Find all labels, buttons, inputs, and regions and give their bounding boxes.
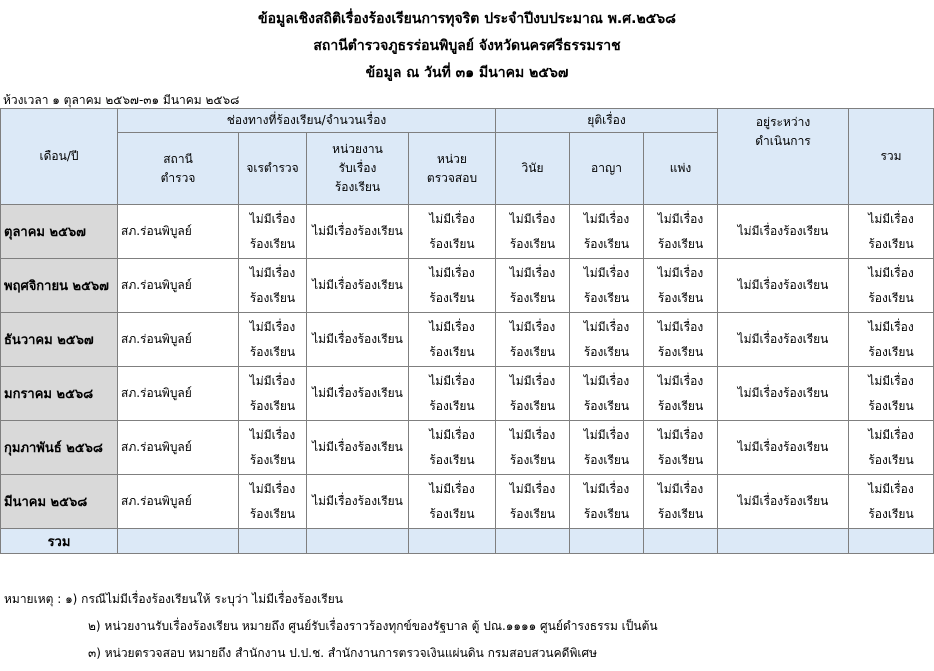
no-complaint-cell: ไม่มีเรื่องร้องเรียน [307, 367, 409, 421]
no-complaint-cell: ไม่มีเรื่อง ร้องเรียน [570, 367, 644, 421]
no-complaint-cell: ไม่มีเรื่อง ร้องเรียน [570, 475, 644, 529]
no-complaint-cell: ไม่มีเรื่อง ร้องเรียน [849, 259, 934, 313]
footer-cell [496, 529, 570, 554]
no-complaint-cell: ไม่มีเรื่องร้องเรียน [307, 259, 409, 313]
report-period: ห้วงเวลา ๑ ตุลาคม ๒๕๖๗-๓๑ มีนาคม ๒๕๖๘ [3, 93, 240, 107]
no-complaint-cell: ไม่มีเรื่อง ร้องเรียน [409, 205, 496, 259]
no-complaint-cell: ไม่มีเรื่อง ร้องเรียน [409, 367, 496, 421]
table-row [1, 259, 934, 313]
footer-cell [718, 529, 849, 554]
header-civil: แพ่ง [644, 133, 718, 205]
header-station: สถานี ตำรวจ [118, 133, 239, 205]
no-complaint-cell: ไม่มีเรื่องร้องเรียน [307, 475, 409, 529]
no-complaint-cell: ไม่มีเรื่อง ร้องเรียน [409, 421, 496, 475]
footer-cell [644, 529, 718, 554]
no-complaint-cell: ไม่มีเรื่อง ร้องเรียน [570, 313, 644, 367]
month-cell: มีนาคม ๒๕๖๘ [1, 475, 118, 529]
footer-cell [118, 529, 239, 554]
footer-cell [409, 529, 496, 554]
month-cell: กุมภาพันธ์ ๒๕๖๘ [1, 421, 118, 475]
no-complaint-cell: ไม่มีเรื่อง ร้องเรียน [849, 367, 934, 421]
table-row [1, 367, 934, 421]
report-station: สถานีตำรวจภูธรร่อนพิบูลย์ จังหวัดนครศรีธรรมราช [313, 38, 621, 54]
station-cell: สภ.ร่อนพิบูลย์ [118, 475, 239, 529]
no-complaint-cell: ไม่มีเรื่อง ร้องเรียน [849, 313, 934, 367]
no-complaint-cell: ไม่มีเรื่อง ร้องเรียน [644, 421, 718, 475]
header-jare: จเรตำรวจ [239, 133, 307, 205]
no-complaint-cell: ไม่มีเรื่องร้องเรียน [307, 205, 409, 259]
no-complaint-cell: ไม่มีเรื่อง ร้องเรียน [496, 259, 570, 313]
no-complaint-cell: ไม่มีเรื่อง ร้องเรียน [570, 259, 644, 313]
header-audit-agency: หน่วย ตรวจสอบ [409, 133, 496, 205]
table-row [1, 205, 934, 259]
station-cell: สภ.ร่อนพิบูลย์ [118, 259, 239, 313]
month-cell: ตุลาคม ๒๕๖๗ [1, 205, 118, 259]
report-titles [0, 6, 934, 87]
no-complaint-cell: ไม่มีเรื่องร้องเรียน [307, 421, 409, 475]
note-1: หมายเหตุ : ๑) กรณีไม่มีเรื่องร้องเรียนให้ ระบุว่า ไม่มีเรื่องร้องเรียน [4, 592, 343, 606]
header-discipline: วินัย [496, 133, 570, 205]
no-complaint-cell: ไม่มีเรื่อง ร้องเรียน [496, 475, 570, 529]
header-receiving-agency: หน่วยงาน รับเรื่อง ร้องเรียน [307, 133, 409, 205]
station-cell: สภ.ร่อนพิบูลย์ [118, 421, 239, 475]
no-complaint-cell: ไม่มีเรื่อง ร้องเรียน [644, 475, 718, 529]
header-concluded: ยุติเรื่อง [496, 109, 718, 133]
table-body [1, 205, 934, 529]
no-complaint-cell: ไม่มีเรื่อง ร้องเรียน [644, 205, 718, 259]
no-complaint-cell: ไม่มีเรื่อง ร้องเรียน [496, 313, 570, 367]
footer-total-label: รวม [1, 529, 118, 554]
no-complaint-cell: ไม่มีเรื่อง ร้องเรียน [409, 475, 496, 529]
no-complaint-cell: ไม่มีเรื่องร้องเรียน [718, 475, 849, 529]
header-channels: ช่องทางที่ร้องเรียน/จำนวนเรื่อง [118, 109, 496, 133]
table-row [1, 313, 934, 367]
no-complaint-cell: ไม่มีเรื่องร้องเรียน [718, 421, 849, 475]
station-cell: สภ.ร่อนพิบูลย์ [118, 205, 239, 259]
footer-cell [307, 529, 409, 554]
no-complaint-cell: ไม่มีเรื่อง ร้องเรียน [239, 367, 307, 421]
no-complaint-cell: ไม่มีเรื่องร้องเรียน [718, 205, 849, 259]
no-complaint-cell: ไม่มีเรื่อง ร้องเรียน [409, 313, 496, 367]
complaint-statistics-table [0, 108, 934, 554]
footer-cell [570, 529, 644, 554]
no-complaint-cell: ไม่มีเรื่อง ร้องเรียน [239, 313, 307, 367]
no-complaint-cell: ไม่มีเรื่อง ร้องเรียน [239, 421, 307, 475]
no-complaint-cell: ไม่มีเรื่อง ร้องเรียน [409, 259, 496, 313]
header-pending: อยู่ระหว่าง ดำเนินการ [718, 109, 849, 205]
station-cell: สภ.ร่อนพิบูลย์ [118, 367, 239, 421]
month-cell: พฤศจิกายน ๒๕๖๗ [1, 259, 118, 313]
no-complaint-cell: ไม่มีเรื่อง ร้องเรียน [496, 367, 570, 421]
station-cell: สภ.ร่อนพิบูลย์ [118, 313, 239, 367]
no-complaint-cell: ไม่มีเรื่อง ร้องเรียน [644, 367, 718, 421]
footer-cell [849, 529, 934, 554]
no-complaint-cell: ไม่มีเรื่อง ร้องเรียน [496, 205, 570, 259]
footer-cell [239, 529, 307, 554]
table-row [1, 475, 934, 529]
no-complaint-cell: ไม่มีเรื่อง ร้องเรียน [849, 205, 934, 259]
no-complaint-cell: ไม่มีเรื่อง ร้องเรียน [239, 475, 307, 529]
notes [4, 590, 658, 671]
report-title: ข้อมูลเชิงสถิติเรื่องร้องเรียนการทุจริต ประจำปีงบประมาณ พ.ศ.๒๕๖๘ [258, 11, 676, 27]
no-complaint-cell: ไม่มีเรื่อง ร้องเรียน [644, 313, 718, 367]
no-complaint-cell: ไม่มีเรื่อง ร้องเรียน [849, 421, 934, 475]
header-month: เดือน/ปี [1, 109, 118, 205]
no-complaint-cell: ไม่มีเรื่อง ร้องเรียน [496, 421, 570, 475]
no-complaint-cell: ไม่มีเรื่อง ร้องเรียน [239, 259, 307, 313]
no-complaint-cell: ไม่มีเรื่อง ร้องเรียน [239, 205, 307, 259]
header-total: รวม [849, 109, 934, 205]
no-complaint-cell: ไม่มีเรื่อง ร้องเรียน [644, 259, 718, 313]
table-row [1, 421, 934, 475]
no-complaint-cell: ไม่มีเรื่อง ร้องเรียน [570, 421, 644, 475]
month-cell: มกราคม ๒๕๖๘ [1, 367, 118, 421]
month-cell: ธันวาคม ๒๕๖๗ [1, 313, 118, 367]
note-2: ๒) หน่วยงานรับเรื่องร้องเรียน หมายถึง ศูนย์รับเรื่องราวร้องทุกข์ของรัฐบาล ตู้ ปณ.๑๑๑๑ ศูนย์ดำรงธรรม เป็นต้น [88, 619, 658, 633]
report-date: ข้อมูล ณ วันที่ ๓๑ มีนาคม ๒๕๖๗ [365, 65, 569, 81]
no-complaint-cell: ไม่มีเรื่องร้องเรียน [718, 313, 849, 367]
note-3: ๓) หน่วยตรวจสอบ หมายถึง สำนักงาน ป.ป.ช. สำนักงานการตรวจเงินแผ่นดิน กรมสอบสวนคดีพิเศษ [88, 646, 597, 660]
no-complaint-cell: ไม่มีเรื่อง ร้องเรียน [849, 475, 934, 529]
header-criminal: อาญา [570, 133, 644, 205]
no-complaint-cell: ไม่มีเรื่องร้องเรียน [718, 367, 849, 421]
no-complaint-cell: ไม่มีเรื่องร้องเรียน [307, 313, 409, 367]
no-complaint-cell: ไม่มีเรื่อง ร้องเรียน [570, 205, 644, 259]
no-complaint-cell: ไม่มีเรื่องร้องเรียน [718, 259, 849, 313]
